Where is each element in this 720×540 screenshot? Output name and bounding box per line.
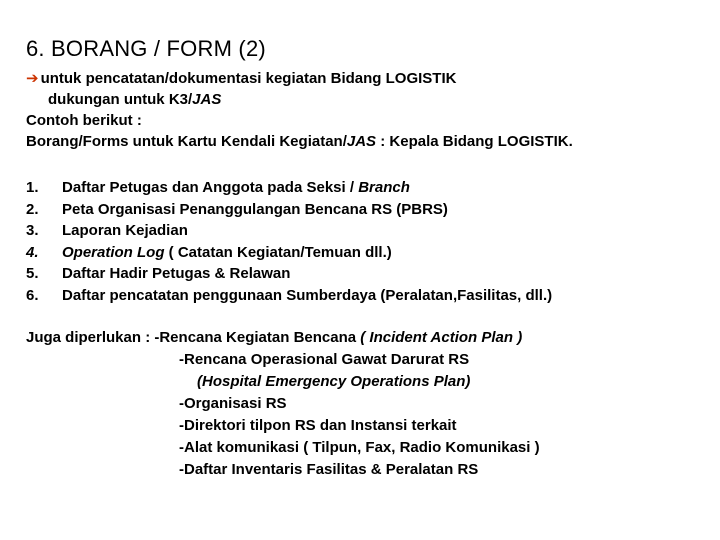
intro-line-1: [26, 68, 573, 89]
extra-item: -Direktori tilpon RS dan Instansi terkait: [179, 417, 457, 434]
extra-first-italic: ( Incident Action Plan ): [360, 329, 523, 346]
list-item-text: Daftar pencatatan penggunaan Sumberdaya (Peralatan,Fasilitas, dll.): [62, 286, 553, 304]
intro-line-3: Contoh berikut :: [26, 112, 142, 129]
list-item: [26, 199, 552, 221]
extra-item: -Organisasi RS: [179, 395, 287, 412]
list-item-text: Daftar Petugas dan Anggota pada Seksi /: [62, 179, 359, 196]
list-item-text: Peta Organisasi Penanggulangan Bencana RS (PBRS): [62, 200, 448, 218]
list-item-text: Daftar Hadir Petugas & Relawan: [62, 265, 291, 282]
list-item: [26, 220, 552, 242]
extra-item: -Alat komunikasi ( Tilpun, Fax, Radio Komunikasi ): [179, 439, 540, 456]
list-item: [26, 263, 552, 285]
intro-line-4-text-a: Borang/Forms untuk Kartu Kendali Kegiatan/: [26, 133, 347, 150]
list-item-text: Laporan Kejadian: [62, 222, 188, 239]
list-item-number: 1.: [26, 179, 39, 196]
list-item-italic: Operation Log: [62, 243, 165, 261]
extra-first-text: -Rencana Kegiatan Bencana: [154, 329, 361, 346]
extra-first-row: [26, 327, 540, 349]
extra-lead: Juga diperlukan :: [26, 329, 155, 346]
extra-item: -Rencana Operasional Gawat Darurat RS: [179, 351, 470, 368]
intro-line-2-italic: JAS: [192, 91, 222, 108]
list-item-number: 3.: [26, 222, 39, 239]
list-item: [26, 242, 552, 264]
additional-requirements: [26, 327, 540, 481]
list-item: [26, 285, 552, 307]
intro-line-2-text: dukungan untuk K3/: [48, 91, 193, 108]
list-item-number: 2.: [26, 200, 39, 218]
form-list: [26, 177, 552, 306]
intro-line-4-italic: JAS: [346, 133, 377, 150]
list-item-italic: Branch: [358, 179, 410, 196]
list-item-number: 4.: [26, 243, 39, 261]
extra-item: -Daftar Inventaris Fasilitas & Peralatan RS: [179, 461, 479, 478]
extra-item: (Hospital Emergency Operations Plan): [197, 373, 471, 390]
list-item-text: ( Catatan Kegiatan/Temuan dll.): [164, 243, 392, 261]
page-title: 6. BORANG / FORM (2): [26, 36, 266, 61]
intro-line-4-text-b: : Kepala Bidang LOGISTIK.: [376, 133, 573, 150]
intro-line-4: [26, 131, 573, 152]
list-item-number: 6.: [26, 286, 39, 304]
list-item: [26, 177, 552, 199]
intro-line-1-text: untuk pencatatan/dokumentasi kegiatan Bidang LOGISTIK: [40, 70, 457, 87]
right-arrow-icon: ➔: [26, 70, 39, 87]
intro-line-2: [26, 89, 573, 110]
intro-block: [26, 68, 573, 152]
list-item-number: 5.: [26, 265, 39, 282]
